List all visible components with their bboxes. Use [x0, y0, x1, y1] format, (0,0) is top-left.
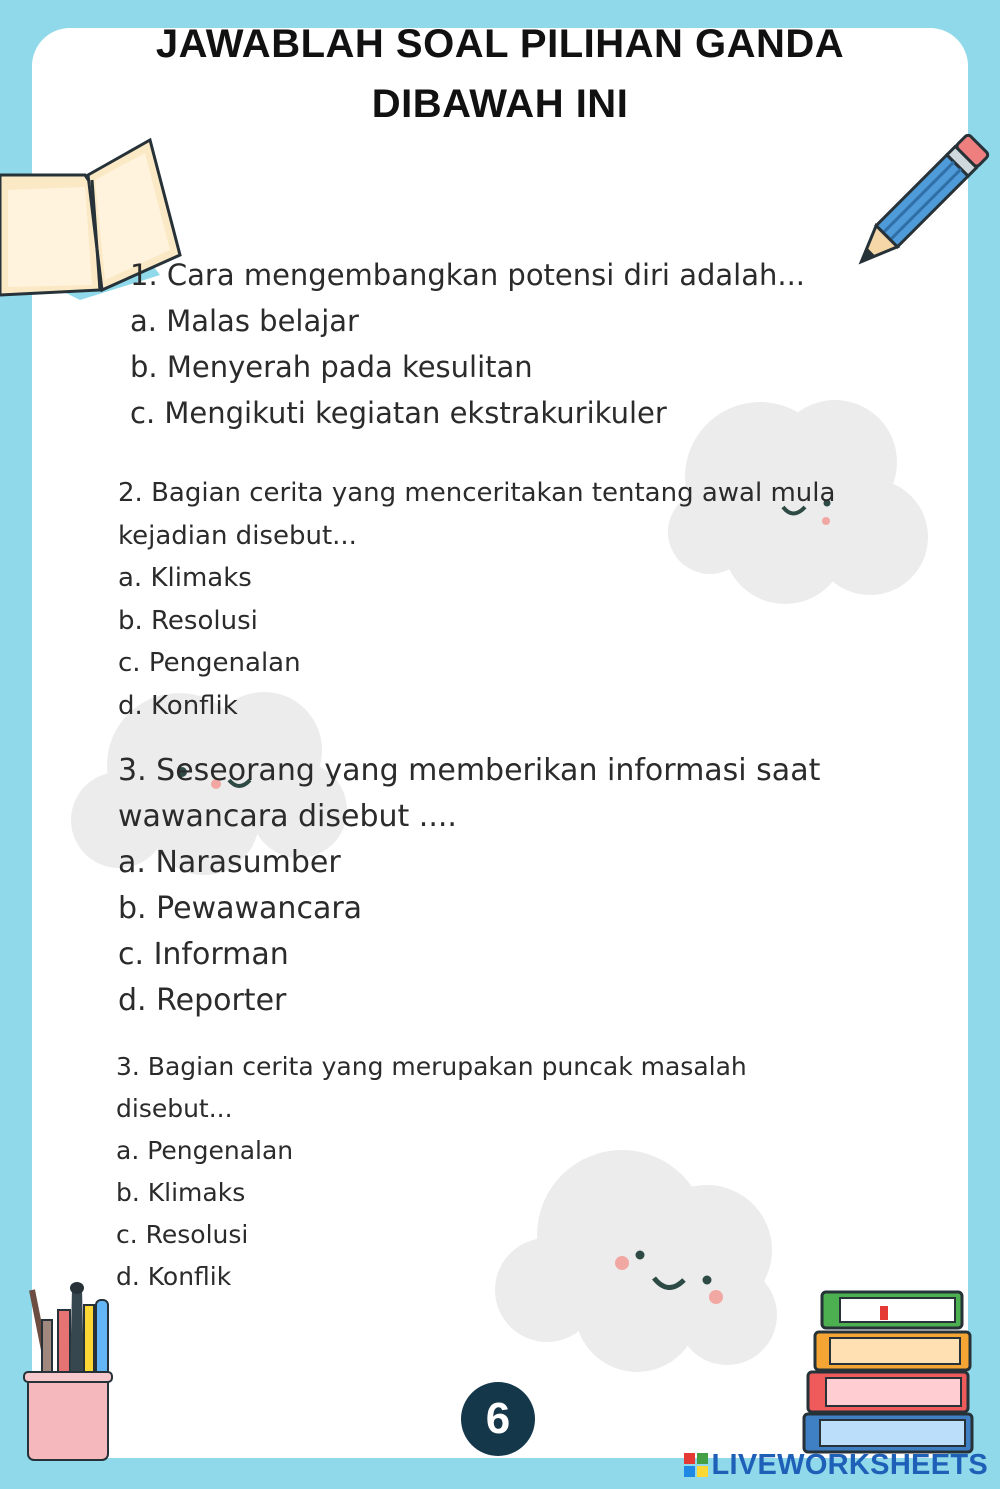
question-2-option-b: b. Resolusi	[118, 605, 258, 636]
pencil-cup-icon	[20, 1280, 120, 1465]
book-stack-icon	[800, 1288, 980, 1458]
question-2-option-c: c. Pengenalan	[118, 648, 301, 678]
question-3-option-d: d. Reporter	[118, 983, 287, 1018]
question-2	[118, 472, 835, 727]
question-2-option-a: a. Klimaks	[118, 563, 252, 593]
question-3-option-b: b. Pewawancara	[118, 891, 363, 926]
liveworksheets-logo-icon	[684, 1453, 708, 1477]
question-1-option-b: b. Menyerah pada kesulitan	[130, 350, 533, 384]
question-4-option-c: c. Resolusi	[116, 1220, 249, 1249]
page-title-line2: DIBAWAH INI	[371, 82, 629, 126]
question-3-option-c: c. Informan	[118, 937, 289, 972]
question-2-stem-line1: 2. Bagian cerita yang menceritakan tentang awal mula	[118, 478, 836, 508]
page-number-badge: 6	[461, 1382, 535, 1456]
question-4	[116, 1046, 747, 1298]
question-1	[130, 252, 805, 436]
page-title-line1: JAWABLAH SOAL PILIHAN GANDA	[155, 22, 845, 66]
question-4-stem-line2: disebut...	[116, 1094, 233, 1123]
question-3-stem-line1: 3. Seseorang yang memberikan informasi saat	[118, 753, 821, 788]
brand-footer[interactable]	[684, 1448, 989, 1482]
question-1-option-a: a. Malas belajar	[130, 304, 359, 338]
question-1-stem: 1. Cara mengembangkan potensi diri adalah...	[130, 258, 806, 292]
pencil-icon	[848, 128, 993, 278]
question-4-stem-line1: 3. Bagian cerita yang merupakan puncak masalah	[116, 1052, 747, 1081]
question-1-option-c: c. Mengikuti kegiatan ekstrakurikuler	[130, 396, 667, 430]
question-2-option-d: d. Konflik	[118, 690, 238, 721]
question-4-option-a: a. Pengenalan	[116, 1136, 294, 1165]
question-3	[118, 748, 820, 1024]
question-3-stem-line2: wawancara disebut ....	[118, 799, 457, 834]
question-4-option-b: b. Klimaks	[116, 1178, 246, 1207]
question-4-option-d: d. Konflik	[116, 1262, 232, 1291]
question-2-stem-line2: kejadian disebut...	[118, 520, 357, 551]
brand-name: LIVEWORKSHEETS	[711, 1448, 988, 1481]
question-3-option-a: a. Narasumber	[118, 845, 341, 880]
